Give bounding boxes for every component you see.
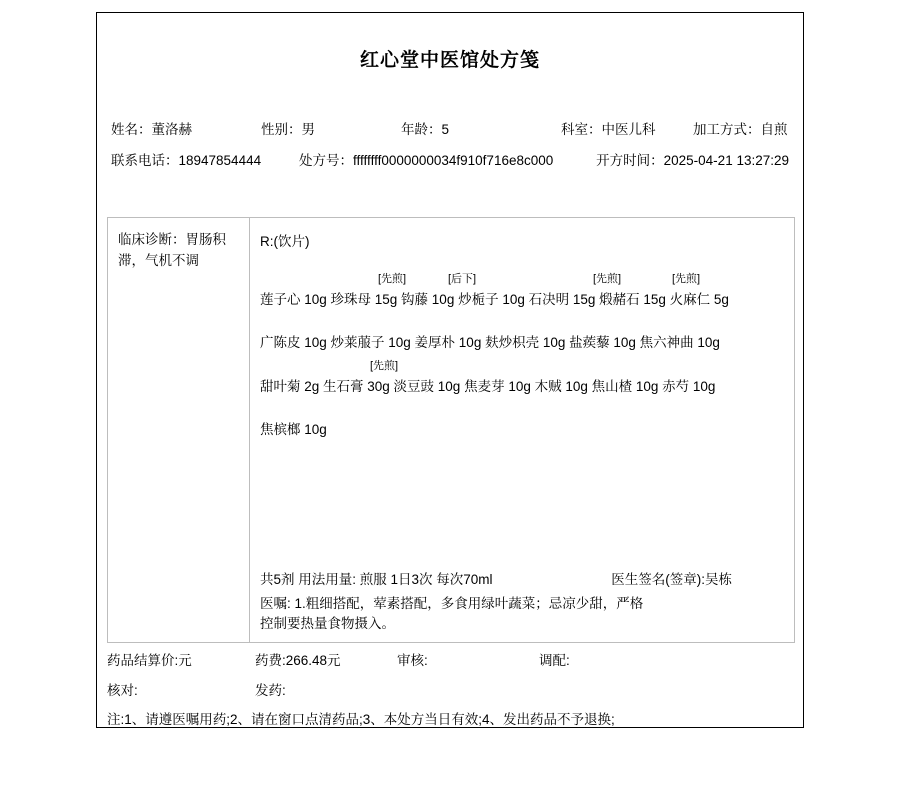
medication-cell [250, 218, 794, 642]
dose-usage: 共5剂 用法用量: 煎服 1日3次 每次70ml [260, 571, 493, 587]
settlement-row-2 [107, 679, 795, 699]
field-settle-price-label: 药品结算价: [107, 653, 179, 668]
field-drug-fee-value: 266.48元 [285, 653, 341, 668]
field-prescription-time-value: 2025-04-21 13:27:29 [663, 153, 789, 168]
field-process-method-label: 加工方式： [693, 122, 761, 137]
field-issue: 发药: [255, 683, 286, 698]
herb-line-1: 莲子心 10g 珍珠母 15g 钩藤 10g 炒栀子 10g 石决明 15g 煅赭石 15g 火麻仁 5g [260, 292, 729, 307]
medication-footer [250, 568, 794, 635]
field-age-label: 年龄： [401, 122, 442, 137]
field-phone-value: 18947854444 [178, 153, 262, 168]
decoction-note-row-1 [260, 270, 784, 287]
dose-row [260, 568, 784, 588]
herb-line-3: 甜叶菊 2g 生石膏 30g 淡豆豉 10g 焦麦芽 10g 木贼 10g 焦山楂 10g 赤芍 10g [260, 379, 716, 394]
settlement-row-1 [107, 649, 795, 669]
field-prescription-number [299, 149, 596, 169]
field-prescription-time-label: 开方时间： [596, 153, 664, 168]
field-process-method [693, 118, 788, 138]
field-settle-price [107, 649, 255, 669]
doctor-advice [260, 594, 784, 635]
field-phone [111, 149, 299, 169]
field-name [111, 118, 261, 138]
herb-line-2: 广陈皮 10g 炒莱菔子 10g 姜厚朴 10g 麸炒枳壳 10g 盐蒺藜 10g 焦六神曲 10g [260, 335, 720, 350]
patient-info-row-2 [111, 149, 789, 169]
footer-notes: 注:1、请遵医嘱用药;2、请在窗口点清药品;3、本处方当日有效;4、发出药品不予退换; [107, 712, 615, 727]
patient-info-row-1 [111, 118, 789, 138]
diagnosis-cell [108, 218, 250, 642]
doctor-advice-line-1: 医嘱: 1.粗细搭配，荤素搭配，多食用绿叶蔬菜；忌凉少甜，严格 [260, 595, 644, 611]
doctor-signature: 医生签名(签章):吴栋 [611, 571, 732, 587]
prescription-body [107, 217, 795, 643]
field-review: 审核: [397, 653, 428, 668]
decoction-note: [后下] [448, 273, 477, 285]
decoction-note: [先煎] [378, 273, 407, 285]
field-age-value: 5 [441, 122, 450, 137]
rx-header: R:(饮片) [260, 234, 310, 249]
field-drug-fee-label: 药费: [255, 653, 286, 668]
diagnosis-label: 临床诊断： [118, 232, 186, 247]
field-sex-label: 性别： [261, 122, 302, 137]
field-dispense: 调配: [539, 653, 570, 668]
field-check: 核对: [107, 683, 138, 698]
prescription-sheet [96, 12, 804, 728]
decoction-note: [先煎] [593, 273, 622, 285]
diagnosis-value: 胃肠积滞，气机不调 [118, 232, 226, 268]
field-prescription-number-label: 处方号： [299, 153, 354, 168]
field-department [561, 118, 693, 138]
decoction-note-row-2 [260, 357, 784, 374]
doctor-advice-line-2: 控制要热量食物摄入。 [260, 615, 395, 631]
field-drug-fee [255, 649, 397, 669]
page-title: 红心堂中医馆处方笺 [359, 50, 540, 71]
field-settle-price-value: 元 [178, 653, 192, 668]
herb-line-4: 焦槟榔 10g [260, 422, 327, 437]
field-prescription-time [596, 149, 789, 169]
patient-info [97, 118, 803, 169]
field-prescription-number-value: ffffffff0000000034f910f716e8c000 [353, 153, 554, 168]
field-sex-value: 男 [301, 122, 315, 137]
field-name-value: 董洛赫 [151, 122, 192, 137]
field-department-label: 科室： [561, 122, 602, 137]
decoction-note: [先煎] [672, 273, 701, 285]
decoction-note: [先煎] [370, 360, 399, 372]
field-name-label: 姓名： [111, 122, 152, 137]
field-department-value: 中医儿科 [601, 122, 656, 137]
field-sex [261, 118, 401, 138]
field-age [401, 118, 561, 138]
settlement-block [107, 649, 795, 728]
field-process-method-value: 自煎 [760, 122, 788, 137]
field-phone-label: 联系电话： [111, 153, 179, 168]
